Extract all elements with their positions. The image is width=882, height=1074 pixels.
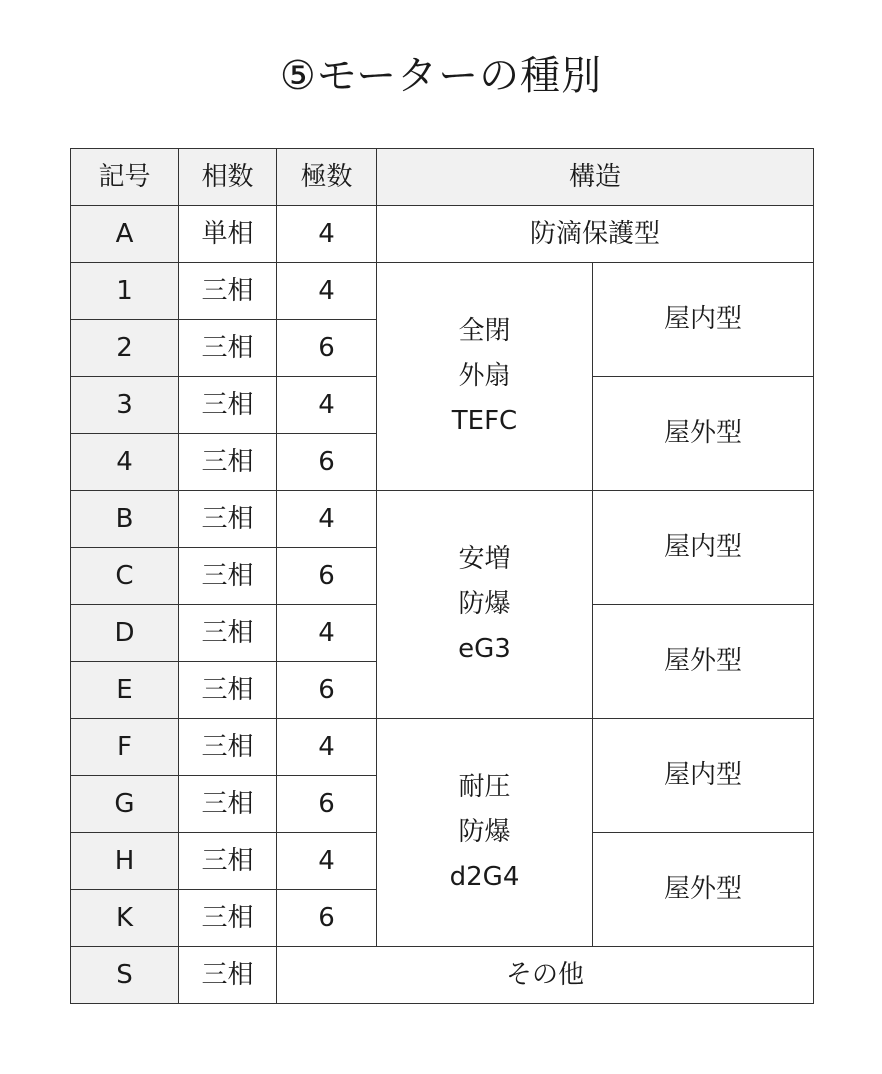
indoor-cell: 屋内型 <box>593 263 814 377</box>
indoor-cell: 屋内型 <box>593 491 814 605</box>
motor-type-table <box>70 148 814 1004</box>
structure-cell: 防滴保護型 <box>377 206 814 263</box>
poles-cell: 4 <box>277 719 377 776</box>
code-cell: K <box>71 890 179 947</box>
structure-group-cell <box>377 491 593 719</box>
poles-cell: 6 <box>277 434 377 491</box>
code-cell: 2 <box>71 320 179 377</box>
structure-line: TEFC <box>451 406 518 436</box>
code-cell: A <box>71 206 179 263</box>
structure-cell: その他 <box>277 947 814 1004</box>
phase-cell: 単相 <box>179 206 277 263</box>
outdoor-cell: 屋外型 <box>593 605 814 719</box>
poles-cell: 6 <box>277 320 377 377</box>
header-code: 記号 <box>71 149 179 206</box>
structure-line: 防爆 <box>458 589 511 619</box>
header-structure: 構造 <box>377 149 814 206</box>
phase-cell: 三相 <box>179 491 277 548</box>
poles-cell: 4 <box>277 833 377 890</box>
phase-cell: 三相 <box>179 890 277 947</box>
table-header-row <box>71 149 814 206</box>
code-cell: S <box>71 947 179 1004</box>
phase-cell: 三相 <box>179 719 277 776</box>
poles-cell: 4 <box>277 605 377 662</box>
poles-cell: 6 <box>277 662 377 719</box>
poles-cell: 4 <box>277 491 377 548</box>
poles-cell: 6 <box>277 776 377 833</box>
phase-cell: 三相 <box>179 377 277 434</box>
poles-cell: 6 <box>277 548 377 605</box>
poles-cell: 4 <box>277 377 377 434</box>
page-title: ⑤モーターの種別 <box>279 53 603 99</box>
phase-cell: 三相 <box>179 434 277 491</box>
phase-cell: 三相 <box>179 833 277 890</box>
structure-line: 全閉 <box>458 316 511 346</box>
structure-line: 外扇 <box>458 361 511 391</box>
table-row <box>71 719 814 776</box>
code-cell: 4 <box>71 434 179 491</box>
phase-cell: 三相 <box>179 263 277 320</box>
structure-line: d2G4 <box>449 862 520 892</box>
code-cell: 3 <box>71 377 179 434</box>
table-row <box>71 947 814 1004</box>
code-cell: F <box>71 719 179 776</box>
structure-line: 耐圧 <box>458 772 511 802</box>
phase-cell: 三相 <box>179 776 277 833</box>
phase-cell: 三相 <box>179 548 277 605</box>
table-row <box>71 263 814 320</box>
poles-cell: 6 <box>277 890 377 947</box>
phase-cell: 三相 <box>179 605 277 662</box>
indoor-cell: 屋内型 <box>593 719 814 833</box>
code-cell: D <box>71 605 179 662</box>
phase-cell: 三相 <box>179 662 277 719</box>
header-poles: 極数 <box>277 149 377 206</box>
structure-group-cell <box>377 719 593 947</box>
phase-cell: 三相 <box>179 947 277 1004</box>
structure-group-cell <box>377 263 593 491</box>
structure-line: 防爆 <box>458 817 511 847</box>
code-cell: H <box>71 833 179 890</box>
poles-cell: 4 <box>277 206 377 263</box>
code-cell: E <box>71 662 179 719</box>
code-cell: 1 <box>71 263 179 320</box>
code-cell: G <box>71 776 179 833</box>
structure-line: 安増 <box>458 544 511 574</box>
table-row <box>71 206 814 263</box>
phase-cell: 三相 <box>179 320 277 377</box>
outdoor-cell: 屋外型 <box>593 833 814 947</box>
header-phase: 相数 <box>179 149 277 206</box>
structure-line: eG3 <box>458 634 511 664</box>
code-cell: B <box>71 491 179 548</box>
poles-cell: 4 <box>277 263 377 320</box>
table-row <box>71 491 814 548</box>
code-cell: C <box>71 548 179 605</box>
outdoor-cell: 屋外型 <box>593 377 814 491</box>
